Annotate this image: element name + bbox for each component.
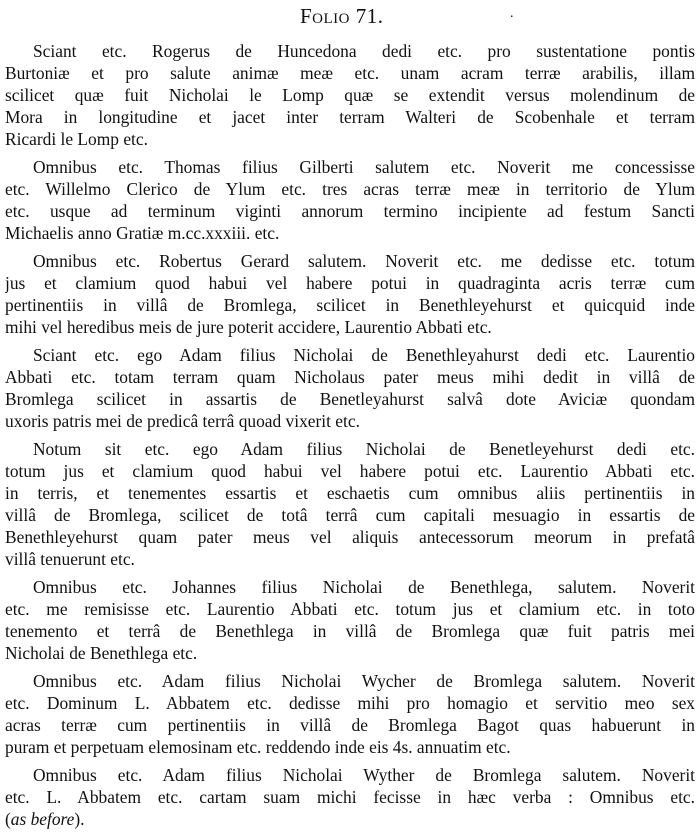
text-line: etc. usque ad terminum viginti annorum termino incipiente ad festum Sancti [5,201,695,221]
text-line: villâ tenuerunt etc. [5,549,135,569]
charter-entry [5,250,695,338]
text-line: uxoris patris mei de predicâ terrâ quoad vixerit etc. [5,411,360,431]
text-line: scilicet quæ fuit Nicholai le Lomp quæ se extendit versus molendinum de [5,85,695,105]
text-line: Sciant etc. ego Adam filius Nicholai de Benethleyahurst dedi etc. Laurentio [33,345,695,365]
folio-mark: . [510,6,514,21]
text-line: tenemento et terrâ de Benethlega in villâ de Bromlega quæ fuit patris mei [5,621,695,641]
text-line: jus et clamium quod habui vel habere potui in quadraginta acris terræ cum [5,273,695,293]
text-line: etc. me remisisse etc. Laurentio Abbati etc. totum jus et clamium etc. in toto [5,599,695,619]
charter-entry [5,438,695,570]
text-line: Bromlega scilicet in assartis de Benetleyahurst salvâ dote Aviciæ quondam [5,389,695,409]
text-line: Nicholai de Benethlega etc. [5,643,198,663]
text-line: puram et perpetuam elemosinam etc. reddendo inde eis 4s. annuatim etc. [5,737,511,757]
folio-header [0,4,700,34]
text-line: villâ de Bromlega, scilicet de totâ terrâ cum capitali mesuagio in essartis de [5,505,695,525]
text-line: Sciant etc. Rogerus de Huncedona dedi etc. pro sustentatione pontis [33,41,695,61]
charter-entry [5,764,695,830]
text-line: Omnibus etc. Adam filius Nicholai Wyther de Bromlega salutem. Noverit [33,765,695,785]
text-line: in terris, et tenementes essartis et eschaetis cum omnibus aliis pertinentiis in [5,483,695,503]
charter-entry [5,40,695,150]
text-line: Ricardi le Lomp etc. [5,129,148,149]
text-line: Mora in longitudine et jacet inter terram Walteri de Scobenhale et terram [5,107,695,127]
text-line: Omnibus etc. Johannes filius Nicholai de Benethlega, salutem. Noverit [33,577,695,597]
text-line: Notum sit etc. ego Adam filius Nicholai de Benetleyehurst dedi etc. [33,439,695,459]
text-line: totum jus et clamium quod habui vel habere potui etc. Laurentio Abbati etc. [5,461,695,481]
text-line: etc. Dominum L. Abbatem etc. dedisse mihi pro homagio et servitio meo sex [5,693,695,713]
folio-title: Folio 71. [300,4,384,28]
text-line: (as before). [5,809,85,829]
text-line: etc. Willelmo Clerico de Ylum etc. tres acras terræ meæ in territorio de Ylum [5,179,695,199]
text-line: pertinentiis in villâ de Bromlega, scilicet in Benethleyehurst et quicquid inde [5,295,695,315]
text-line: mihi vel heredibus meis de jure poterit accidere, Laurentio Abbati etc. [5,317,492,337]
text-line: acras terræ cum pertinentiis in villâ de Bromlega Bagot quas habuerunt in [5,715,695,735]
charter-entry [5,670,695,758]
text-line: Michaelis anno Gratiæ m.cc.xxxiii. etc. [5,223,280,243]
charter-entries [5,40,695,836]
charter-entry [5,576,695,664]
text-line: Benethleyehurst quam pater meus vel aliquis antecessorum meorum in prefatâ [5,527,695,547]
text-line: Omnibus etc. Thomas filius Gilberti salutem etc. Noverit me concessisse [33,157,695,177]
text-line: Omnibus etc. Adam filius Nicholai Wycher de Bromlega salutem. Noverit [33,671,695,691]
charter-entry [5,156,695,244]
text-line: Abbati etc. totam terram quam Nicholaus pater meus mihi dedit in villâ de [5,367,695,387]
charter-entry [5,344,695,432]
text-line: Omnibus etc. Robertus Gerard salutem. Noverit etc. me dedisse etc. totum [33,251,695,271]
text-line: etc. L. Abbatem etc. cartam suam michi fecisse in hæc verba : Omnibus etc. [5,787,695,807]
text-line: Burtoniæ et pro salute animæ meæ etc. unam acram terræ arabilis, illam [5,63,695,83]
